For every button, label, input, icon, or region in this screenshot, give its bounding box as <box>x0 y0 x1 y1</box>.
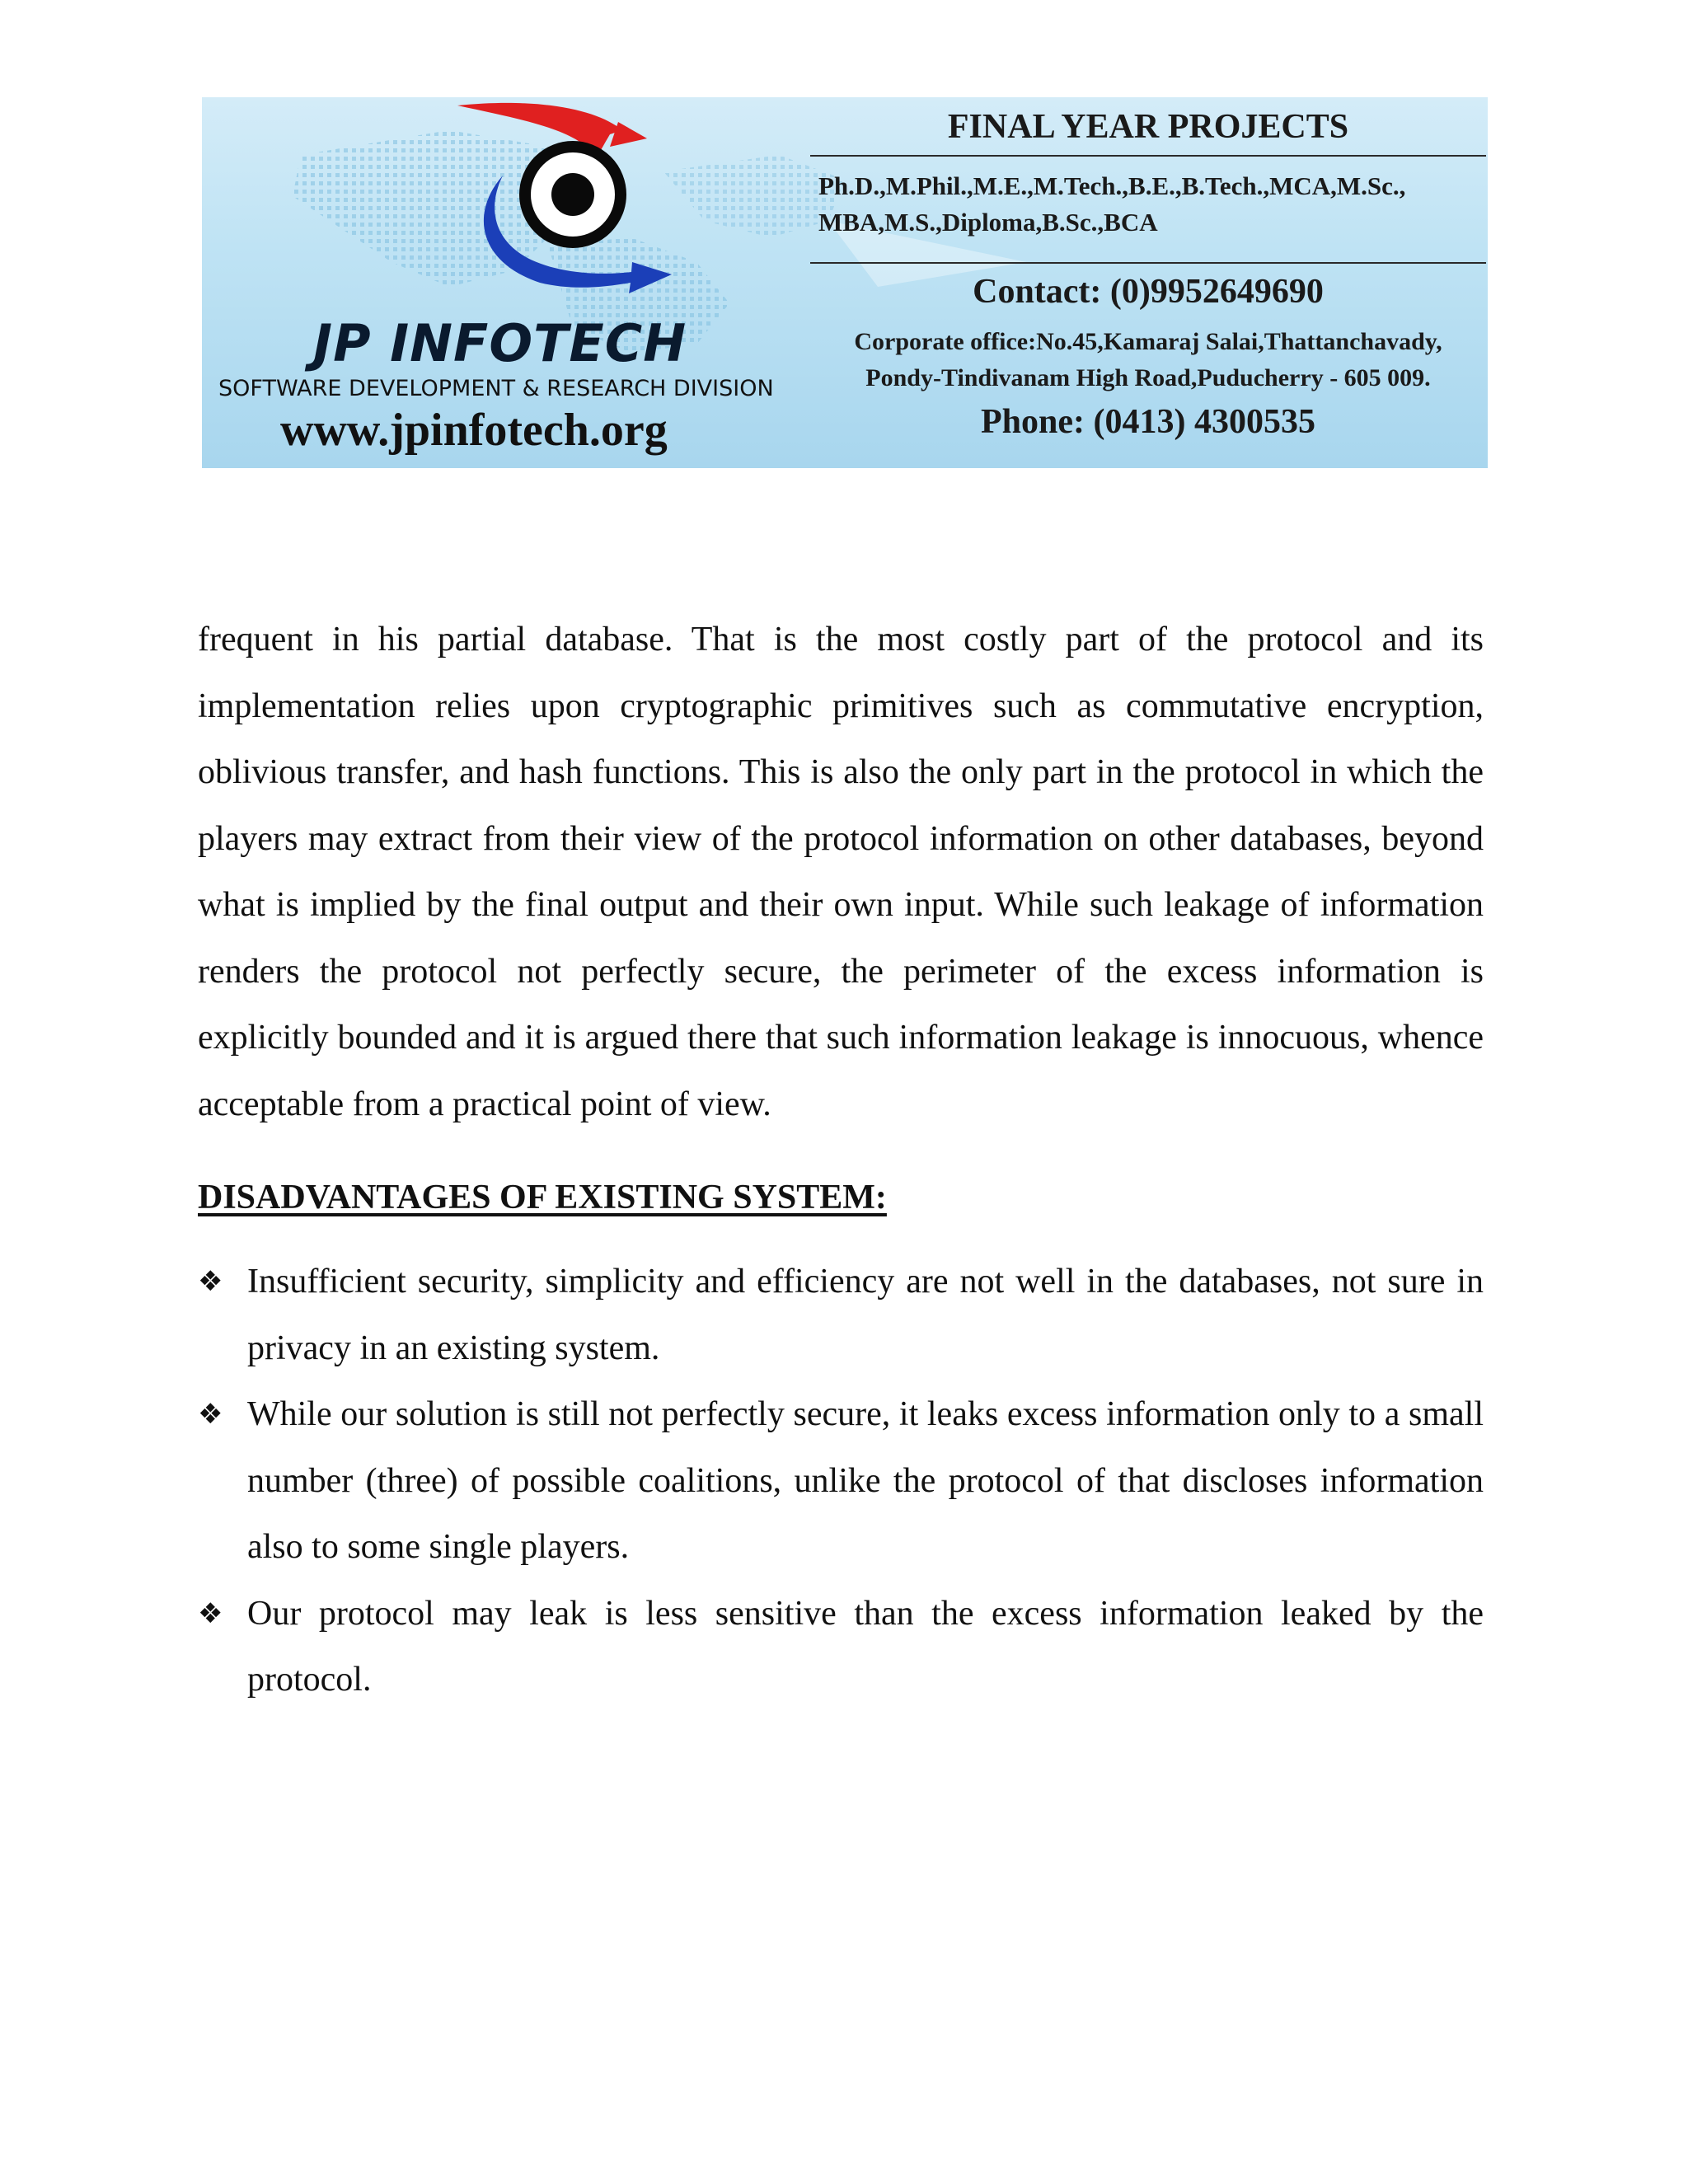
eye-target-logo-icon <box>326 97 820 320</box>
list-item-text: While our solution is still not perfectly secure, it leaks excess information only to a small number (three) of possible coalitions, unlike the protocol of that discloses information also to some single players. <box>247 1395 1484 1566</box>
list-item-text: Our protocol may leak is less sensitive than the excess information leaked by the protocol. <box>247 1594 1484 1699</box>
list-item <box>198 1581 1484 1713</box>
diamond-bullet-icon: ❖ <box>198 1265 223 1298</box>
banner-divider <box>810 262 1486 264</box>
brand-tagline: SOFTWARE DEVELOPMENT & RESEARCH DIVISION <box>218 376 774 401</box>
list-item-text: Insufficient security, simplicity and efficiency are not well in the databases, not sure in privacy in an existing system. <box>247 1263 1484 1367</box>
header-banner <box>202 97 1488 468</box>
banner-title: FINAL YEAR PROJECTS <box>947 108 1349 146</box>
diamond-bullet-icon: ❖ <box>198 1398 223 1431</box>
diamond-bullet-icon: ❖ <box>198 1596 223 1630</box>
banner-address-line: Corporate office:No.45,Kamaraj Salai,Thattanchavady, <box>854 328 1442 355</box>
brand-url[interactable]: www.jpinfotech.org <box>280 405 668 456</box>
banner-contact: Contact: (0)9952649690 <box>973 273 1324 311</box>
document-body <box>198 607 1484 1713</box>
banner-address <box>810 324 1486 396</box>
disadvantages-list <box>198 1249 1484 1713</box>
section-heading: DISADVANTAGES OF EXISTING SYSTEM: <box>198 1179 887 1216</box>
body-paragraph: frequent in his partial database. That is the most costly part of the protocol and its implementation relies upon cryptographic primitives such as commutative encryption, oblivious transfer, and hash functions. This is also the only part in the protocol in which the players may extract from their view of the protocol information on other databases, beyond what is implied by the final output and their own input. While such leakage of information renders the protocol not perfectly secure, the perimeter of the excess information is explicitly bounded and it is argued there that such information leakage is innocuous, whence acceptable from a practical point of view. <box>198 621 1484 1123</box>
list-item <box>198 1249 1484 1381</box>
brand-name: JP INFOTECH <box>313 313 687 373</box>
banner-divider <box>810 155 1486 157</box>
banner-info-panel <box>810 97 1486 468</box>
banner-phone: Phone: (0413) 4300535 <box>981 403 1315 441</box>
list-item <box>198 1381 1484 1581</box>
banner-degrees: Ph.D.,M.Phil.,M.E.,M.Tech.,B.E.,B.Tech.,MCA,M.Sc., MBA,M.S.,Diploma,B.Sc.,BCA <box>818 171 1406 237</box>
banner-address-line: Pondy-Tindivanam High Road,Puducherry - 605 009. <box>865 364 1431 391</box>
